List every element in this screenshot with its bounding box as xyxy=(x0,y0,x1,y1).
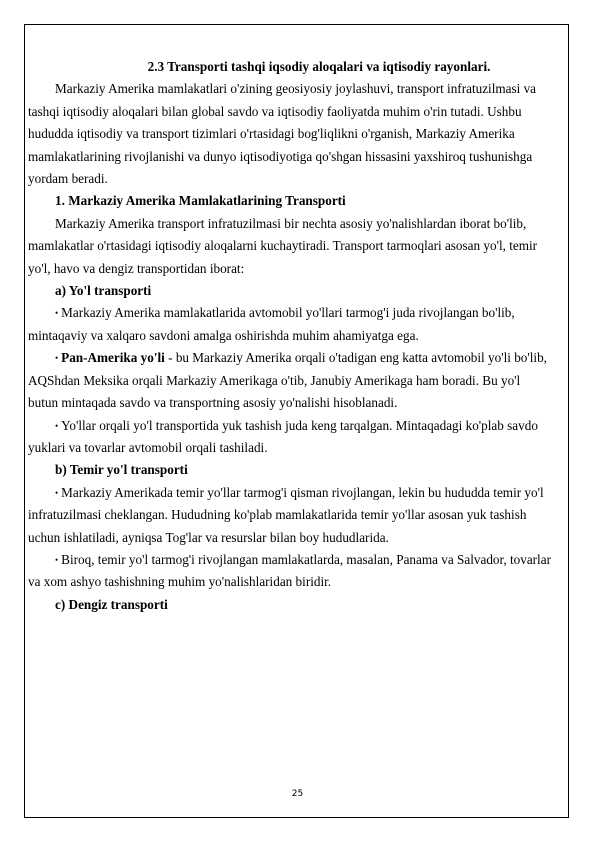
section-heading-1: 1. Markaziy Amerika Mamlakatlarining Transporti xyxy=(55,193,346,209)
bullet-text: Markaziy Amerikada temir yo'llar tarmog'i qisman rivojlangan, lekin bu hududda temir yo'l infratuzilmasi cheklangan. Hududning ko'plab mamlakatlarida temir yo'llar asosan yuk tashish uchun ishlatiladi, ayniqsa Tog'lar va resurslar bilan boy hududlarida. xyxy=(28,484,544,545)
bullet-item xyxy=(28,302,552,347)
document-body xyxy=(28,56,552,616)
bullet-item xyxy=(28,415,552,460)
bullet-text: - bu Markaziy Amerika orqali o'tadigan eng katta avtomobil yo'li bo'lib, AQShdan Meksika orqali Markaziy Amerikaga o'tib, Janubiy Amerikaga ham boradi. Bu yo'l butun mintaqada savdo va transportning asosiy yo'nalishi hisoblanadi. xyxy=(28,350,547,411)
bullet-bold-term: Pan-Amerika yo'li xyxy=(61,350,165,366)
section-1-paragraph: Markaziy Amerika transport infratuzilmasi bir nechta asosiy yo'nalishlardan iborat bo'lib, mamlakatlar o'rtasidagi iqtisodiy aloqalarni kuchaytiradi. Transport tarmoqlari asosan yo'l, temir yo'l, havo va dengiz transportidan iborat: xyxy=(28,215,538,276)
subheading-road-transport: a) Yo'l transporti xyxy=(55,283,152,299)
section-title: 2.3 Transporti tashqi iqsodiy aloqalari va iqtisodiy rayonlari. xyxy=(147,59,491,74)
intro-paragraph: Markaziy Amerika mamlakatlari o'zining geosiyosiy joylashuvi, transport infratuzilmasi va tashqi iqtisodiy aloqalari bilan global savdo va iqtisodiy faoliyatda muhim o'rin tutadi. Ushbu hududda iqtisodiy va transport tizimlari o'rtasidagi bog'liqlikni o'rganish, Markaziy Amerika mamlakatlarining rivojlanishi va dunyo iqtisodiyotiga qo'shgan hissasini yaxshiroq tushunishga yordam beradi. xyxy=(28,81,537,187)
bullet-icon: • xyxy=(55,487,59,498)
bullet-item xyxy=(28,347,552,414)
bullet-icon: • xyxy=(55,554,59,565)
subheading-sea-transport: c) Dengiz transporti xyxy=(55,596,168,612)
bullet-text: Biroq, temir yo'l tarmog'i rivojlangan mamlakatlarda, masalan, Panama va Salvador, tovarlar va xom ashyo tashishning muhim yo'nalishlaridan biridir. xyxy=(28,551,551,590)
bullet-icon: • xyxy=(55,308,59,319)
bullet-icon: • xyxy=(55,353,59,364)
bullet-icon: • xyxy=(55,420,59,431)
bullet-text: Markaziy Amerika mamlakatlarida avtomobil yo'llari tarmog'i juda rivojlangan bo'lib, mintaqaviy va xalqaro savdoni amalga oshirishda muhim ahamiyatga ega. xyxy=(28,305,515,343)
bullet-item xyxy=(28,482,552,549)
subheading-rail-transport: b) Temir yo'l transporti xyxy=(55,462,188,478)
bullet-item xyxy=(28,549,552,594)
page-number: 25 xyxy=(291,789,304,799)
bullet-text: Yo'llar orqali yo'l transportida yuk tashish juda keng tarqalgan. Mintaqadagi ko'plab savdo yuklari va tovarlar avtomobil orqali tashiladi. xyxy=(28,417,538,455)
